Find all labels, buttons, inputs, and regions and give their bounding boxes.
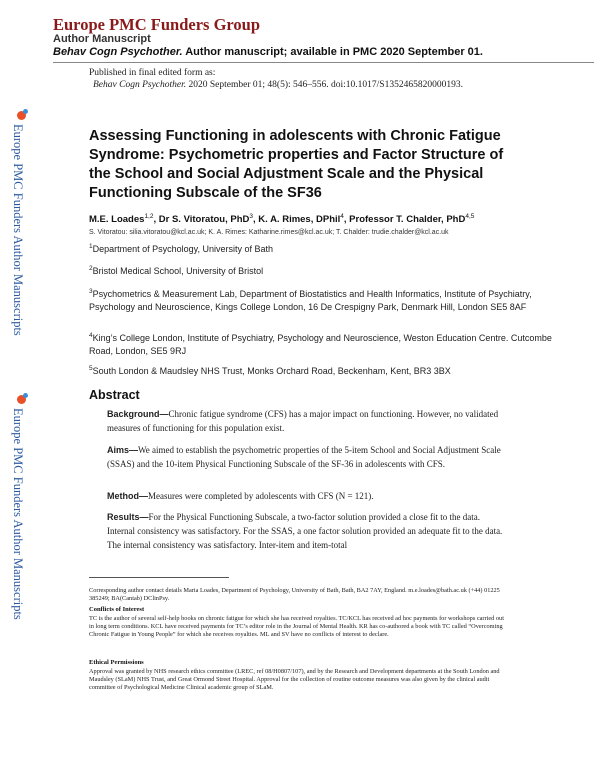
affiliation-4 — [89, 329, 559, 358]
published-line: Published in final edited form as: — [89, 68, 216, 78]
abstract-results-text: For the Physical Functioning Subscale, a two-factor solution provided a close fit to the data. Internal consistency was satisfactory. For the SSAS, a one factor solution provided an adequate fit to the data. The internal consistency was satisfactory. Inter-item and item-total — [107, 512, 503, 550]
author-4-affil: 4,5 — [465, 213, 475, 220]
affiliation-number: 3 — [89, 288, 93, 295]
abstract-method-text: Measures were completed by adolescents with CFS (N = 121). — [148, 491, 374, 501]
journal-name: Behav Cogn Psychother. — [53, 46, 183, 58]
author-3-affil: 4 — [340, 213, 344, 220]
author-4: , Professor T. Chalder, PhD — [343, 214, 466, 226]
article-title: Assessing Functioning in adolescents with Chronic Fatigue Syndrome: Psychometric properties and Factor Structure of the School and Social Adjustment Scale and the Physical Functioning Subscale of the SF36 — [89, 128, 504, 201]
affiliation-text: Department of Psychology, University of Bath — [92, 244, 274, 254]
abstract-background-text: Chronic fatigue syndrome (CFS) has a major impact on functioning. However, no validated measures of functioning for this population exist. — [107, 409, 499, 433]
sidebar — [0, 63, 45, 776]
sidebar-label-1: Europe PMC Funders Author Manuscripts — [11, 124, 25, 336]
conflicts-text: TC is the author of several self-help books on chronic fatigue for which she has received royalties. TC/KCL has received ad hoc payments for workshops carried out in long term conditions. KCL have received payments for TC’s editor role in the Journal of Mental Health. KR has co-authored a book with TC called “Overcoming Chronic Fatigue in Young People” for which she receives royalties. ML and SV have no conflicts of interest to declare. — [89, 615, 504, 639]
abstract-method-label: Method— — [107, 491, 148, 501]
europe-pmc-logo-icon — [17, 395, 26, 404]
affiliation-number: 4 — [89, 332, 93, 339]
europe-pmc-logo-icon — [17, 111, 26, 120]
affiliation-2 — [89, 262, 559, 278]
author-2: , Dr S. Vitoratou, PhD — [153, 214, 250, 226]
abstract-aims-label: Aims— — [107, 445, 139, 455]
abstract-aims-text: We aimed to establish the psychometric properties of the 5-item School and Social Adjustment Scale (SSAS) and the 10-item Physical Functioning Subscale of the SF-36 in adolescents with CFS. — [107, 445, 501, 469]
author-1-affil: 1,2 — [144, 213, 154, 220]
citation-details: 2020 September 01; 48(5): 546–556. doi:10.1017/S1352465820000193. — [186, 80, 463, 90]
affiliation-1 — [89, 240, 559, 256]
affiliation-3 — [89, 285, 559, 314]
author-manuscript-label: Author Manuscript — [53, 33, 151, 45]
author-list — [89, 213, 569, 225]
publication-info — [89, 67, 463, 91]
footnote-divider — [89, 577, 229, 578]
conflicts-heading: Conflicts of Interest — [89, 606, 145, 613]
header-divider — [53, 62, 594, 63]
affiliation-text: Psychometrics & Measurement Lab, Department of Biostatistics and Health Informatics, Institute of Psychiatry, Psychology and Neuroscience, Kings College London, 16 De Crespigny Park, Denmark Hill, London SE5 8AF — [89, 289, 532, 312]
abstract-aims — [107, 443, 507, 471]
abstract-results-label: Results— — [107, 512, 149, 522]
citation-line — [89, 79, 463, 91]
affiliation-5 — [89, 362, 559, 378]
author-3: , K. A. Rimes, DPhil — [253, 214, 341, 226]
affiliation-number: 5 — [89, 365, 93, 372]
affiliation-text: Bristol Medical School, University of Bristol — [92, 266, 264, 276]
author-emails: S. Vitoratou: silia.vitoratou@kcl.ac.uk; K. A. Rimes: Katharine.rimes@kcl.ac.uk; T. Chalder: trudie.chalder@kcl.ac.uk — [89, 229, 449, 236]
funders-group-title: Europe PMC Funders Group — [53, 15, 261, 34]
abstract-background — [107, 407, 507, 435]
abstract-results — [107, 510, 507, 552]
sidebar-label-block-2 — [10, 395, 32, 620]
journal-availability — [53, 46, 483, 58]
sidebar-label-block-1 — [10, 111, 32, 336]
affiliation-text: South London & Maudsley NHS Trust, Monks Orchard Road, Beckenham, Kent, BR3 3BX — [92, 366, 451, 376]
affiliation-number: 1 — [89, 243, 93, 250]
ethics-heading: Ethical Permissions — [89, 659, 144, 666]
corresponding-author-note: Corresponding author contact details Maria Loades, Department of Psychology, University of Bath, Bath, BA2 7AY, England. m.e.loades@bath.ac.uk (+44) 01225 385249; BA(Cantab) DClinPsy. — [89, 587, 500, 603]
abstract-background-label: Background— — [107, 409, 169, 419]
author-2-affil: 3 — [249, 213, 253, 220]
availability-text: Author manuscript; available in PMC 2020 September 01. — [182, 46, 483, 58]
sidebar-label-2: Europe PMC Funders Author Manuscripts — [11, 408, 25, 620]
abstract-heading: Abstract — [89, 388, 140, 402]
affiliation-number: 2 — [89, 265, 93, 272]
page-header — [0, 0, 600, 63]
affiliation-text: King’s College London, Institute of Psychiatry, Psychology and Neuroscience, Weston Education Centre. Cutcombe Road, London, SE5 9RJ — [89, 333, 552, 356]
author-1: M.E. Loades — [89, 214, 145, 226]
abstract-method — [107, 489, 507, 503]
ethics-text: Approval was granted by NHS research ethics committee (LREC, ref 08/H0807/107), and by the Research and Development departments at the South London and Maudsley (SLaM) NHS Trust, and Great Ormond Street Hospital. Approval for the collection of routine outcome measures was also given by the clinical audit committee of Psychological Medicine Clinical academic group of SLaM. — [89, 668, 500, 692]
citation-journal: Behav Cogn Psychother. — [93, 80, 187, 90]
